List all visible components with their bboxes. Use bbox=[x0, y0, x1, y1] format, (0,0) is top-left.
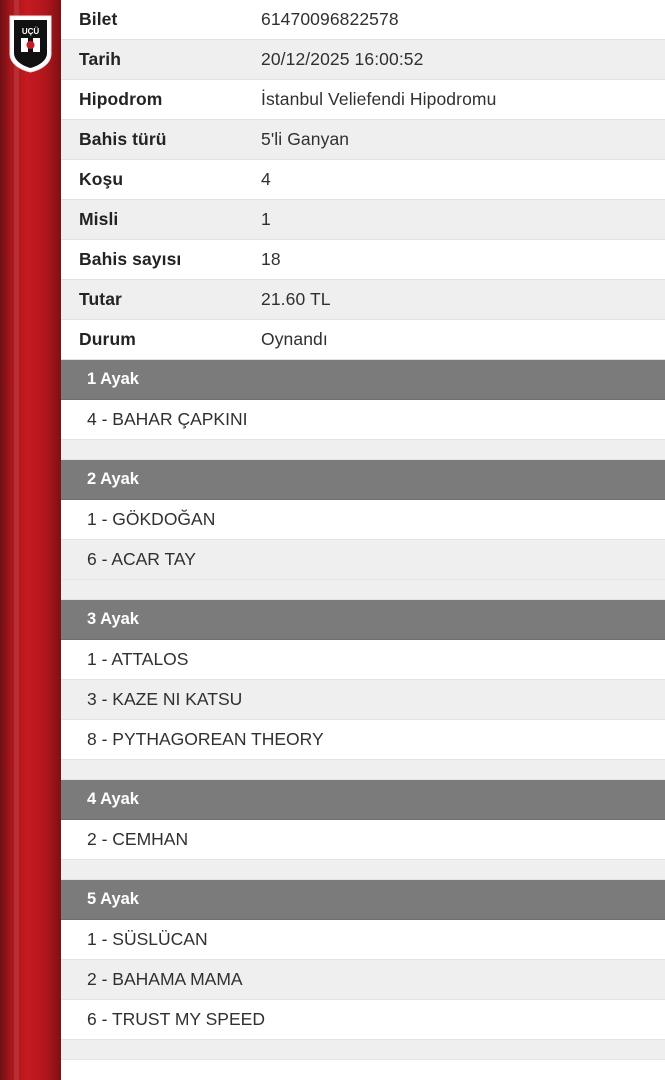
leg-group-4 bbox=[61, 780, 665, 880]
info-value: 20/12/2025 16:00:52 bbox=[261, 49, 424, 69]
table-row bbox=[61, 280, 665, 320]
table-row bbox=[61, 200, 665, 240]
leg-group-3 bbox=[61, 600, 665, 780]
rail-highlight bbox=[14, 0, 19, 1080]
ticket-info-table bbox=[61, 0, 665, 360]
list-item[interactable]: 6 - TRUST MY SPEED bbox=[61, 1000, 665, 1040]
list-item[interactable]: 8 - PYTHAGOREAN THEORY bbox=[61, 720, 665, 760]
table-row bbox=[61, 240, 665, 280]
info-key: Koşu bbox=[79, 169, 124, 189]
brand-rail bbox=[0, 0, 61, 1080]
ticket-content bbox=[61, 0, 665, 1080]
table-row bbox=[61, 320, 665, 360]
info-key: Durum bbox=[79, 329, 136, 349]
list-item[interactable]: 1 - GÖKDOĞAN bbox=[61, 500, 665, 540]
leg-spacer bbox=[61, 1040, 665, 1060]
leg-header: 3 Ayak bbox=[61, 600, 665, 640]
info-value: 18 bbox=[261, 249, 281, 269]
info-value: Oynandı bbox=[261, 329, 328, 349]
table-row bbox=[61, 0, 665, 40]
leg-header: 4 Ayak bbox=[61, 780, 665, 820]
info-key: Misli bbox=[79, 209, 119, 229]
leg-group-5 bbox=[61, 880, 665, 1060]
info-key: Bahis sayısı bbox=[79, 249, 182, 269]
info-value: 1 bbox=[261, 209, 271, 229]
info-key: Tarih bbox=[79, 49, 121, 69]
info-value: 61470096822578 bbox=[261, 9, 399, 29]
list-item[interactable]: 4 - BAHAR ÇAPKINI bbox=[61, 400, 665, 440]
svg-text:UÇÜ: UÇÜ bbox=[21, 27, 40, 36]
list-item[interactable]: 2 - CEMHAN bbox=[61, 820, 665, 860]
leg-group-2 bbox=[61, 460, 665, 600]
list-item[interactable]: 6 - ACAR TAY bbox=[61, 540, 665, 580]
leg-group-1 bbox=[61, 360, 665, 460]
info-key: Bahis türü bbox=[79, 129, 167, 149]
info-key: Hipodrom bbox=[79, 89, 163, 109]
leg-header: 1 Ayak bbox=[61, 360, 665, 400]
leg-spacer bbox=[61, 860, 665, 880]
list-item[interactable]: 2 - BAHAMA MAMA bbox=[61, 960, 665, 1000]
info-value: 21.60 TL bbox=[261, 289, 331, 309]
leg-spacer bbox=[61, 440, 665, 460]
info-value: İstanbul Veliefendi Hipodromu bbox=[261, 89, 497, 109]
leg-header: 5 Ayak bbox=[61, 880, 665, 920]
info-key: Bilet bbox=[79, 9, 118, 29]
info-key: Tutar bbox=[79, 289, 122, 309]
leg-spacer bbox=[61, 760, 665, 780]
list-item[interactable]: 1 - ATTALOS bbox=[61, 640, 665, 680]
besiktas-crest-logo bbox=[8, 14, 53, 74]
table-row bbox=[61, 40, 665, 80]
table-row bbox=[61, 160, 665, 200]
list-item[interactable]: 3 - KAZE NI KATSU bbox=[61, 680, 665, 720]
list-item[interactable]: 1 - SÜSLÜCAN bbox=[61, 920, 665, 960]
table-row bbox=[61, 120, 665, 160]
info-value: 4 bbox=[261, 169, 271, 189]
info-value: 5'li Ganyan bbox=[261, 129, 350, 149]
leg-header: 2 Ayak bbox=[61, 460, 665, 500]
leg-spacer bbox=[61, 580, 665, 600]
table-row bbox=[61, 80, 665, 120]
